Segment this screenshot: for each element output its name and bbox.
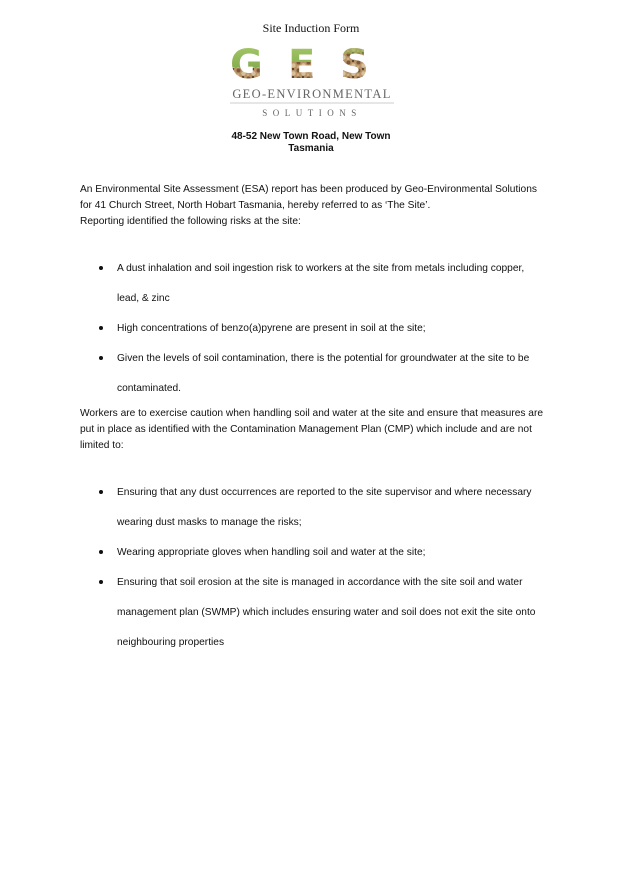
measure-text: Ensuring that soil erosion at the site is managed in accordance with the site soil and water management plan (SWMP) which includes ensuring water and soil does not exit the site onto neighbouring properties (117, 577, 536, 648)
intro-paragraph (80, 182, 550, 230)
intro-line-3: Reporting identified the following risks at the site: (80, 216, 301, 227)
measure-text: Wearing appropriate gloves when handling soil and water at the site; (117, 547, 426, 558)
bullet-icon (99, 266, 103, 270)
measures-list (80, 478, 550, 658)
address-block (0, 131, 622, 155)
logo-line-2: SOLUTIONS (262, 108, 362, 118)
form-title: Site Induction Form (262, 21, 360, 35)
list-item (80, 568, 550, 658)
risks-list (80, 254, 550, 404)
list-item (80, 344, 550, 404)
list-item (80, 314, 550, 344)
address-line-1: 48-52 New Town Road, New Town (231, 131, 391, 142)
ges-logo (226, 44, 398, 122)
bullet-icon (99, 550, 103, 554)
list-item (80, 254, 550, 314)
logo-letter-e (281, 44, 336, 84)
risk-text: Given the levels of soil contamination, there is the potential for groundwater at the site to be contaminated. (117, 353, 530, 394)
address-line-2: Tasmania (288, 143, 334, 154)
risk-text: High concentrations of benzo(a)pyrene are present in soil at the site; (117, 323, 426, 334)
intro-line-2: for 41 Church Street, North Hobart Tasmania, hereby referred to as ‘The Site’. (80, 200, 431, 211)
caution-paragraph: Workers are to exercise caution when handling soil and water at the site and ensure that measures are put in place as identified with the Contamination Management Plan (CMP) which include and are not limited to: (80, 408, 544, 451)
logo-line-1: GEO-ENVIRONMENTAL (232, 87, 392, 101)
list-item (80, 478, 550, 538)
list-item (80, 538, 550, 568)
risk-text: A dust inhalation and soil ingestion risk to workers at the site from metals including copper, lead, & zinc (117, 263, 525, 304)
intro-line-1: An Environmental Site Assessment (ESA) report has been produced by Geo-Environmental Solutions (80, 184, 537, 195)
logo-letter-g (226, 44, 286, 84)
measure-text: Ensuring that any dust occurrences are reported to the site supervisor and where necessary wearing dust masks to manage the risks; (117, 487, 532, 528)
bullet-icon (99, 580, 103, 584)
logo-letter-s (334, 44, 398, 84)
bullet-icon (99, 490, 103, 494)
bullet-icon (99, 356, 103, 360)
bullet-icon (99, 326, 103, 330)
